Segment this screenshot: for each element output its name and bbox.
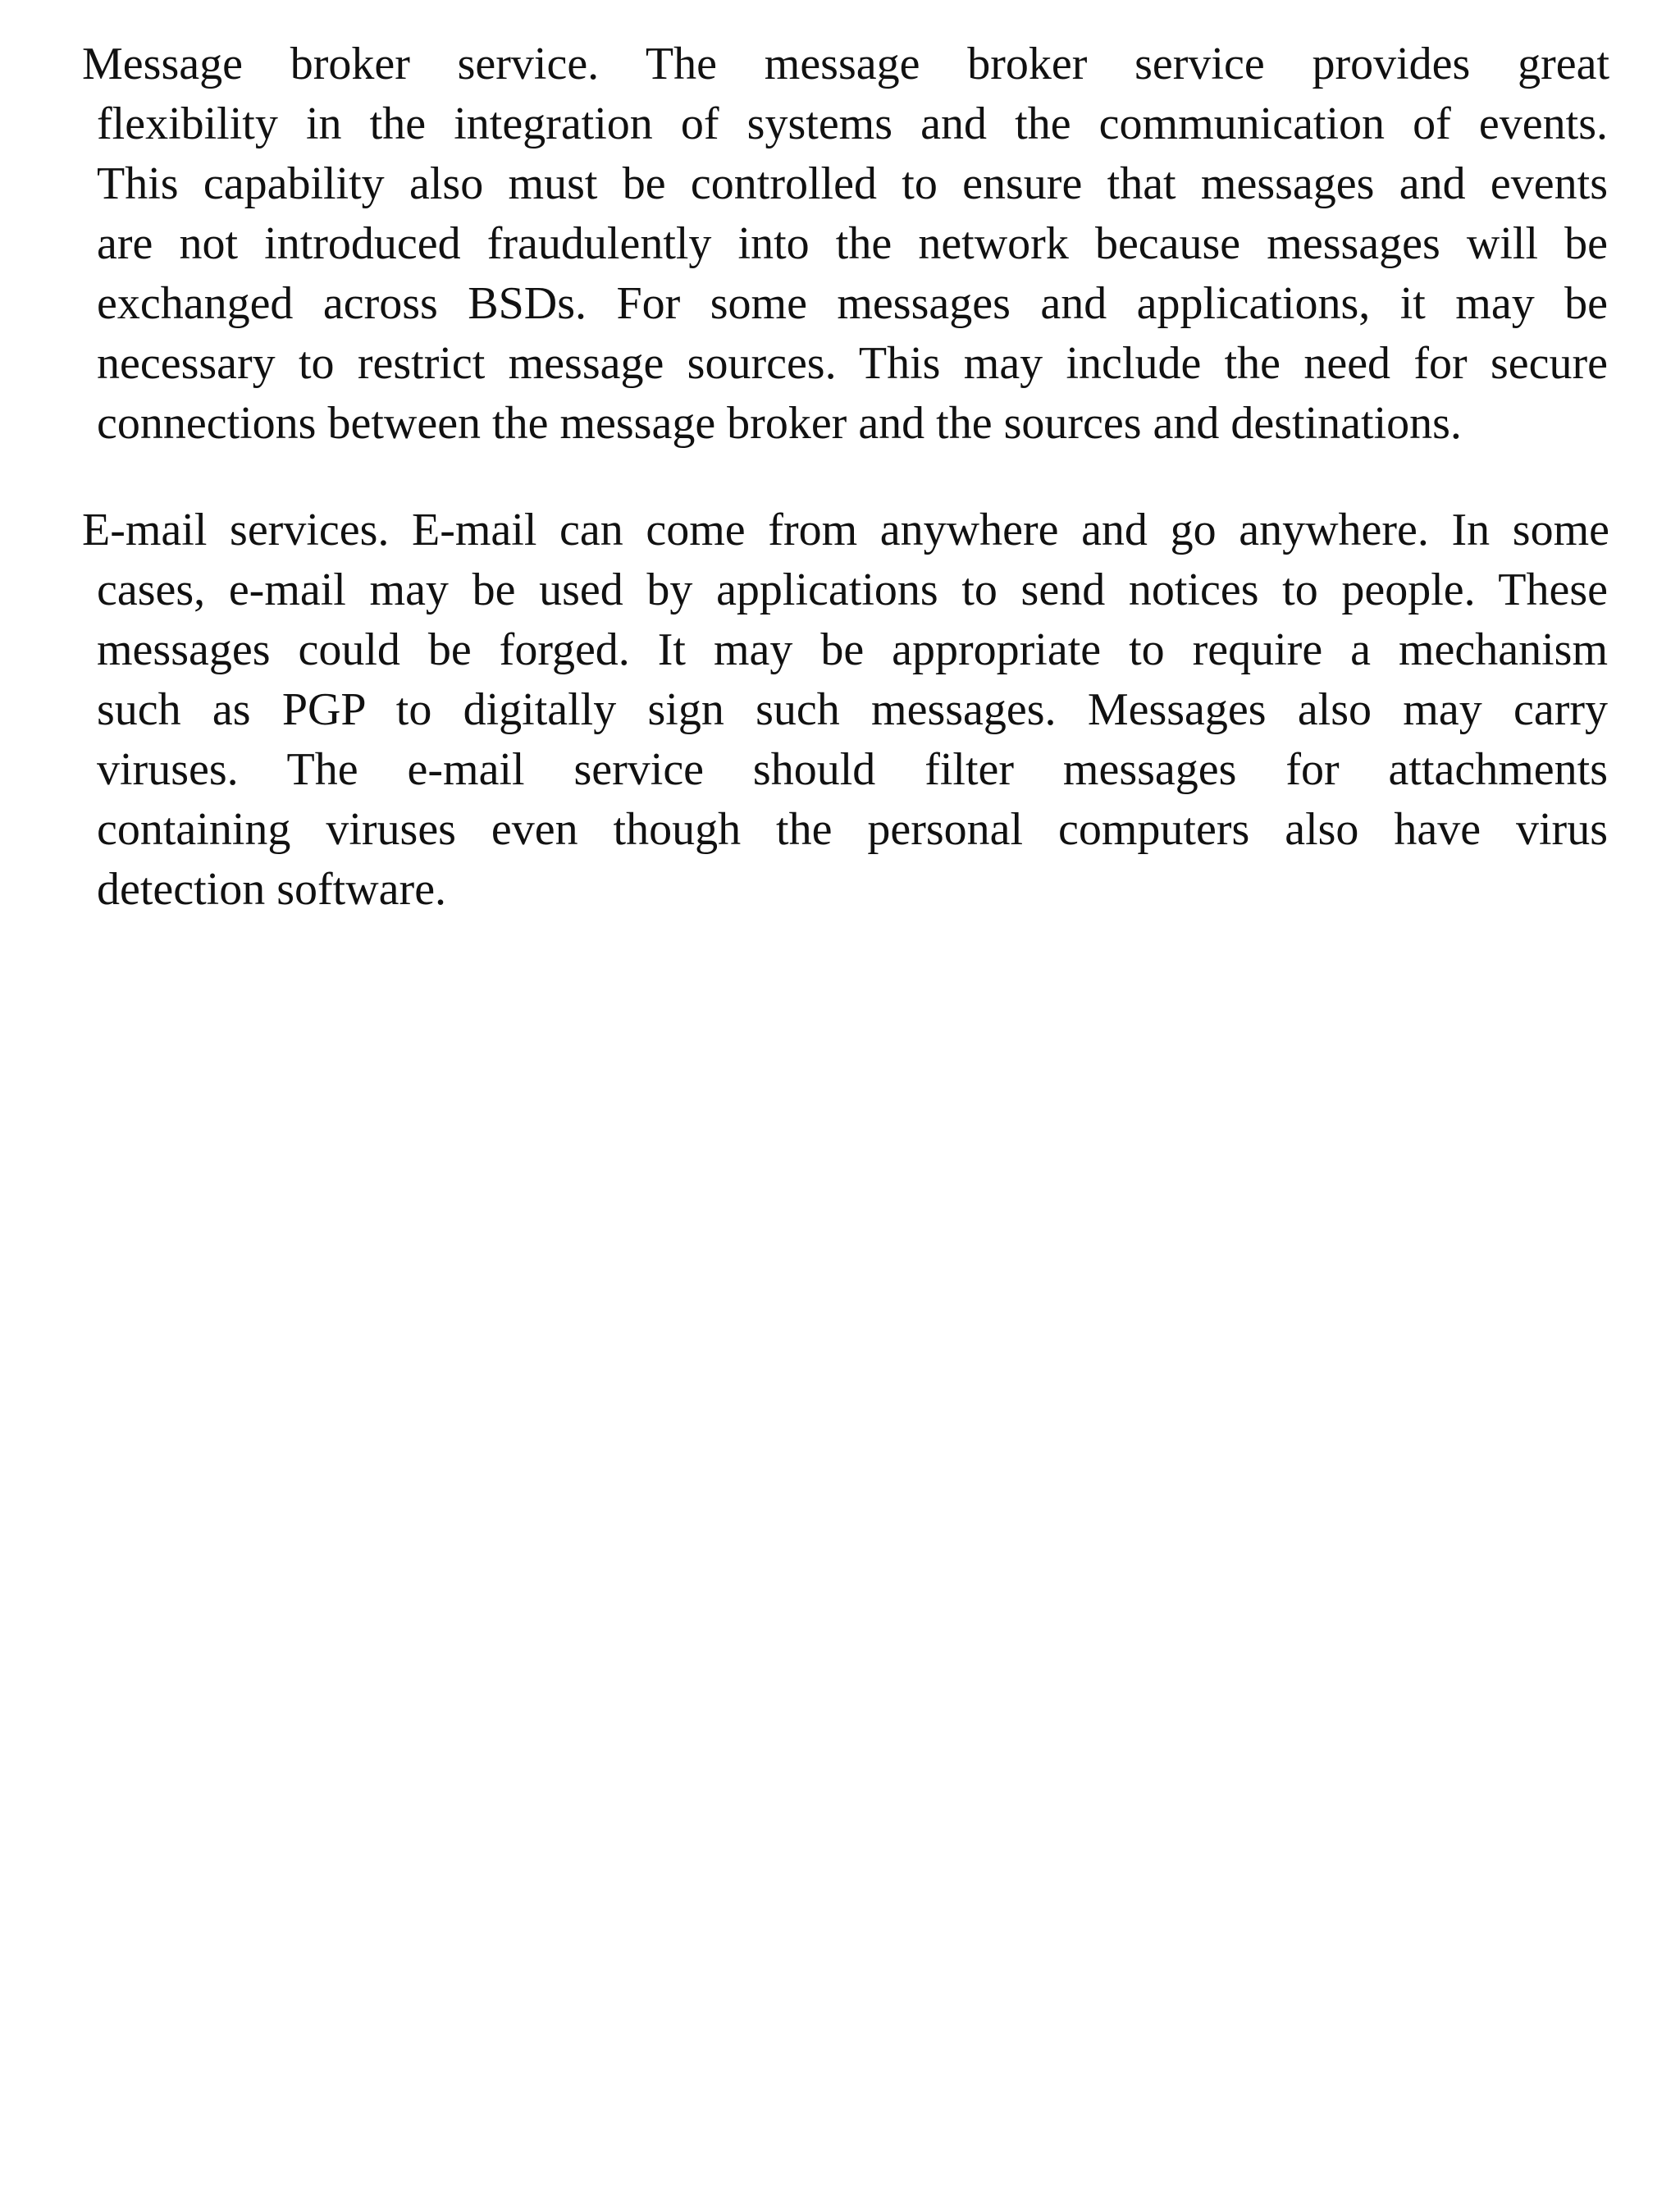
text-line: exchanged across BSDs. For some messages and applications, it may be	[97, 278, 1608, 329]
text-line: viruses. The e-mail service should filter messages for attachments	[97, 744, 1608, 795]
paragraph-message-broker-service	[82, 34, 1608, 454]
text-line: Message broker service. The message broker service provides great	[82, 39, 1609, 89]
text-line: necessary to restrict message sources. This may include the need for secure	[97, 338, 1608, 389]
text-line: are not introduced fraudulently into the network because messages will be	[97, 218, 1608, 269]
text-line: messages could be forged. It may be appropriate to require a mechanism	[97, 624, 1608, 675]
text-line: flexibility in the integration of systems and the communication of events.	[97, 98, 1608, 149]
text-line: containing viruses even though the personal computers also have virus	[97, 804, 1608, 855]
text-line: This capability also must be controlled to ensure that messages and events	[97, 158, 1608, 209]
text-line: such as PGP to digitally sign such messages. Messages also may carry	[97, 684, 1608, 735]
text-line: connections between the message broker and the sources and destinations.	[97, 398, 1462, 449]
text-line: cases, e-mail may be used by applications to send notices to people. These	[97, 564, 1608, 615]
paragraph-email-services	[82, 500, 1608, 920]
text-line: detection software.	[97, 864, 447, 915]
text-line: E-mail services. E-mail can come from anywhere and go anywhere. In some	[82, 505, 1609, 555]
